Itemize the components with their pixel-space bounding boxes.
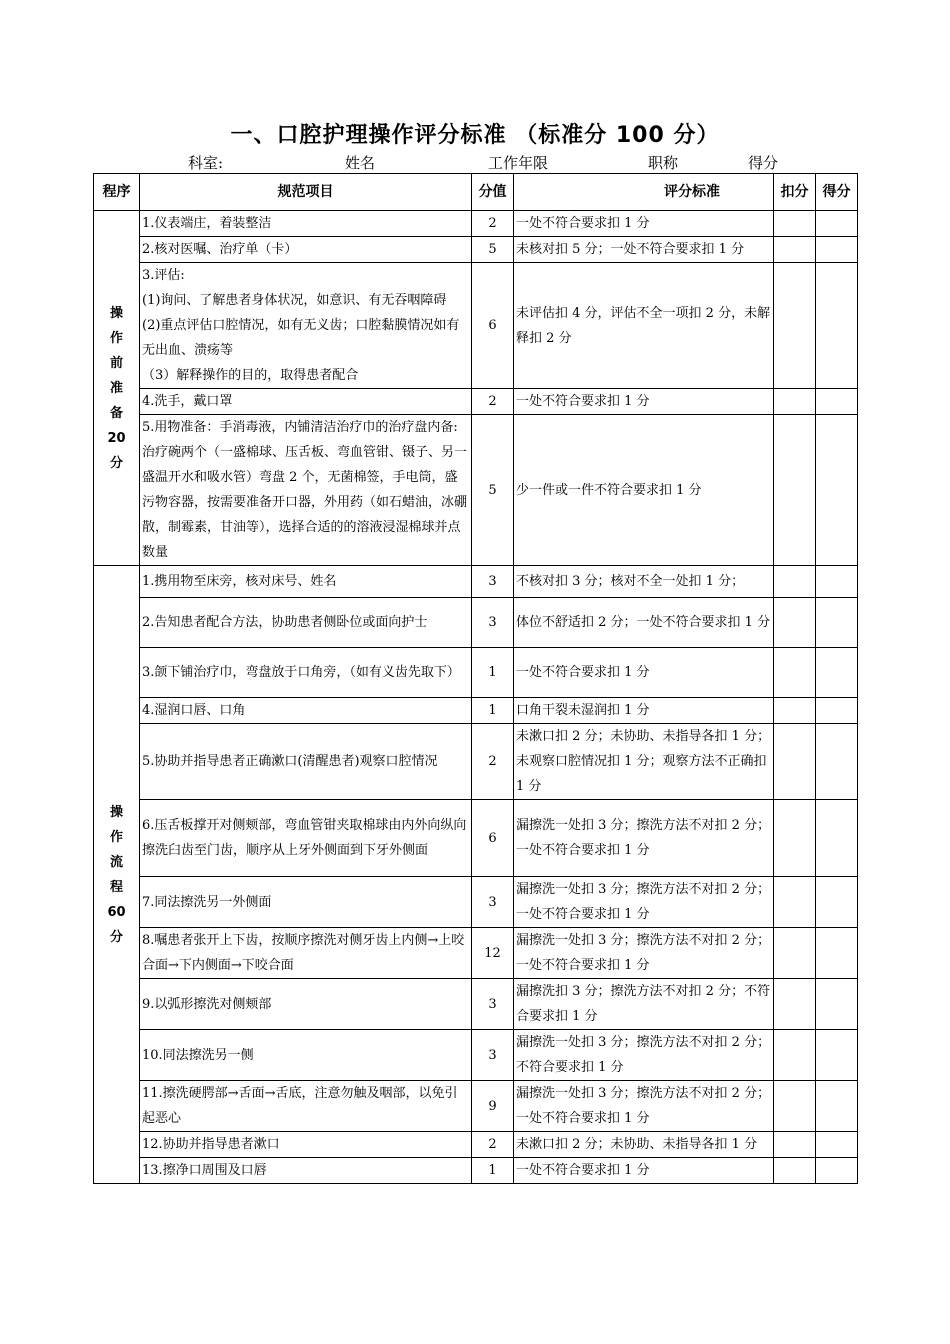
standard-cell [514, 698, 774, 724]
cell-line: 8.嘱患者张开上下齿，按顺序擦洗对侧牙齿上内侧→上咬合面→下内侧面→下咬合面 [142, 933, 465, 973]
obtained-cell[interactable] [816, 979, 858, 1030]
obtained-cell[interactable] [816, 598, 858, 648]
cell-line: 9.以弧形擦洗对侧颊部 [142, 996, 272, 1012]
cell-line: 未漱口扣 2 分；未协助、未指导各扣 1 分 [516, 1137, 758, 1152]
standard-cell [514, 263, 774, 389]
stage-label-char: 操 [109, 804, 123, 820]
header-obtained: 得分 [816, 174, 858, 211]
table-row [94, 877, 858, 928]
table-row [94, 1158, 858, 1184]
cell-line: 7.同法擦洗另一外侧面 [142, 894, 272, 910]
obtained-cell[interactable] [816, 877, 858, 928]
header-deduct: 扣分 [774, 174, 816, 211]
standard-cell [514, 1158, 774, 1184]
table-row [94, 211, 858, 237]
cell-line: 漏擦洗一处扣 3 分；擦洗方法不对扣 2 分；不符合要求扣 1 分 [516, 1035, 771, 1075]
standard-cell [514, 928, 774, 979]
table-row [94, 1132, 858, 1158]
table-row [94, 1081, 858, 1132]
years-label: 工作年限 [488, 154, 549, 172]
item-cell [140, 1158, 472, 1184]
cell-line: 未评估扣 4 分，评估不全一项扣 2 分，未解释扣 2 分 [516, 305, 771, 346]
score-cell: 12 [472, 928, 514, 979]
cell-line: （3）解释操作的目的，取得患者配合 [142, 368, 359, 383]
table-row [94, 1030, 858, 1081]
cell-line: 一处不符合要求扣 1 分 [516, 216, 650, 231]
cell-line: 一处不符合要求扣 1 分 [516, 394, 650, 409]
table-row [94, 698, 858, 724]
score-cell: 5 [472, 415, 514, 566]
item-cell [140, 389, 472, 415]
item-cell [140, 877, 472, 928]
stage-label-char: 前 [109, 355, 123, 371]
cell-line: 5.用物准备：手消毒液，内铺清洁治疗巾的治疗盘内备:治疗碗两个（一盛棉球、压舌板、弯血管钳、镊子、另一盛温开水和吸水管）弯盘 2 个，无菌棉签，手电筒，盛污物容器，按需要准备开口器，外用药（如石蜡油，冰硼散，制霉素，甘油等），选择合适的的溶液浸湿棉球并点数量 [142, 420, 468, 560]
standard-cell [514, 724, 774, 800]
department-label: 科室: [188, 154, 224, 172]
score-cell: 5 [472, 237, 514, 263]
table-row [94, 724, 858, 800]
deduct-cell[interactable] [774, 566, 816, 598]
table-row [94, 800, 858, 877]
table-row [94, 389, 858, 415]
cell-line: 4.湿润口唇、口角 [142, 703, 246, 718]
deduct-cell[interactable] [774, 979, 816, 1030]
cell-line: 2.告知患者配合方法，协助患者侧卧位或面向护士 [142, 615, 428, 630]
table-row [94, 263, 858, 389]
table-body [94, 211, 858, 1184]
standard-cell [514, 566, 774, 598]
deduct-cell[interactable] [774, 1030, 816, 1081]
standard-cell [514, 415, 774, 566]
deduct-cell[interactable] [774, 237, 816, 263]
cell-line: 口角干裂未湿润扣 1 分 [516, 703, 650, 718]
score-cell: 3 [472, 979, 514, 1030]
cell-line: 未漱口扣 2 分；未协助、未指导各扣 1 分；未观察口腔情况扣 1 分；观察方法不正确扣 1 分 [516, 729, 771, 794]
score-cell: 2 [472, 389, 514, 415]
deduct-cell[interactable] [774, 648, 816, 698]
stage-label-char: 分 [109, 929, 123, 945]
cell-line: 2.核对医嘱、治疗单（卡） [142, 242, 298, 257]
cell-line: 6.压舌板撑开对侧颊部，弯血管钳夹取棉球由内外向纵向擦洗臼齿至门齿，顺序从上牙外侧面到下牙外侧面 [142, 818, 467, 858]
cell-line: 13.擦净口周围及口唇 [142, 1163, 267, 1178]
score-cell: 1 [472, 1158, 514, 1184]
item-cell [140, 1081, 472, 1132]
obtained-cell[interactable] [816, 928, 858, 979]
table-row [94, 566, 858, 598]
obtained-cell[interactable] [816, 1030, 858, 1081]
header-procedure: 程序 [94, 174, 140, 211]
score-cell: 2 [472, 724, 514, 800]
stage-label [94, 566, 140, 1184]
item-cell [140, 928, 472, 979]
item-cell [140, 415, 472, 566]
document-title: 一、口腔护理操作评分标准 （标准分 100 分） [230, 123, 720, 148]
cell-line: 少一件或一件不符合要求扣 1 分 [516, 482, 702, 498]
cell-line: 漏擦洗一处扣 3 分；擦洗方法不对扣 2 分；一处不符合要求扣 1 分 [516, 882, 771, 922]
obtained-cell[interactable] [816, 648, 858, 698]
cell-line: 4.洗手，戴口罩 [142, 394, 233, 409]
standard-cell [514, 1132, 774, 1158]
stage-label-char: 作 [109, 829, 123, 845]
standard-cell [514, 211, 774, 237]
standard-cell [514, 877, 774, 928]
item-cell [140, 1132, 472, 1158]
stage-label-char: 准 [109, 380, 123, 396]
cell-line: 一处不符合要求扣 1 分 [516, 665, 650, 680]
header-item: 规范项目 [140, 174, 472, 211]
job-title-label: 职称 [648, 154, 679, 172]
cell-line: 11.擦洗硬腭部→舌面→舌底，注意勿触及咽部，以免引起恶心 [142, 1086, 458, 1126]
cell-line: 5.协助并指导患者正确漱口(清醒患者)观察口腔情况 [142, 754, 438, 769]
stage-label-char: 操 [109, 305, 123, 321]
deduct-cell[interactable] [774, 698, 816, 724]
score-cell: 2 [472, 211, 514, 237]
cell-line: 1.携用物至床旁，核对床号、姓名 [142, 574, 337, 589]
obtained-cell[interactable] [816, 724, 858, 800]
table-row [94, 598, 858, 648]
deduct-cell[interactable] [774, 928, 816, 979]
score-cell: 2 [472, 1132, 514, 1158]
score-cell: 3 [472, 1030, 514, 1081]
standard-cell [514, 1081, 774, 1132]
table-row [94, 979, 858, 1030]
standard-cell [514, 598, 774, 648]
cell-line: (2)重点评估口腔情况，如有无义齿；口腔黏膜情况如有无出血、溃疡等 [142, 318, 460, 358]
stage-label-char: 20 [107, 430, 126, 446]
deduct-cell[interactable] [774, 1158, 816, 1184]
cell-line: 漏擦洗一处扣 3 分；擦洗方法不对扣 2 分；一处不符合要求扣 1 分 [516, 1086, 771, 1126]
cell-line: 漏擦洗一处扣 3 分；擦洗方法不对扣 2 分；一处不符合要求扣 1 分 [516, 818, 771, 858]
obtained-cell[interactable] [816, 237, 858, 263]
cell-line: 10.同法擦洗另一侧 [142, 1047, 254, 1063]
stage-label-char: 程 [109, 879, 123, 895]
standard-cell [514, 237, 774, 263]
name-label: 姓名 [345, 154, 376, 172]
deduct-cell[interactable] [774, 724, 816, 800]
table-row [94, 415, 858, 566]
cell-line: 体位不舒适扣 2 分；一处不符合要求扣 1 分 [516, 615, 771, 630]
stage-label-char: 流 [109, 854, 123, 870]
obtained-cell[interactable] [816, 263, 858, 389]
obtained-cell[interactable] [816, 389, 858, 415]
obtained-cell[interactable] [816, 566, 858, 598]
obtained-cell[interactable] [816, 211, 858, 237]
header-standard: 评分标准 [514, 174, 774, 211]
cell-line: 一处不符合要求扣 1 分 [516, 1163, 650, 1178]
standard-cell [514, 1030, 774, 1081]
deduct-cell[interactable] [774, 1132, 816, 1158]
cell-line: 12.协助并指导患者漱口 [142, 1137, 280, 1152]
score-cell: 1 [472, 648, 514, 698]
obtained-cell[interactable] [816, 698, 858, 724]
item-cell [140, 800, 472, 877]
item-cell [140, 979, 472, 1030]
deduct-cell[interactable] [774, 415, 816, 566]
score-label: 得分 [748, 154, 779, 172]
stage-label [94, 211, 140, 566]
standard-cell [514, 389, 774, 415]
item-cell [140, 1030, 472, 1081]
cell-line: 未核对扣 5 分；一处不符合要求扣 1 分 [516, 242, 745, 257]
score-cell: 9 [472, 1081, 514, 1132]
table-row [94, 648, 858, 698]
table-header-row [94, 174, 858, 211]
score-cell: 3 [472, 877, 514, 928]
score-cell: 3 [472, 598, 514, 648]
score-cell: 3 [472, 566, 514, 598]
scoring-table [93, 173, 858, 1184]
cell-line: 1.仪表端庄，着装整洁 [142, 216, 272, 231]
item-cell [140, 598, 472, 648]
table-row [94, 928, 858, 979]
score-cell: 6 [472, 800, 514, 877]
stage-label-char: 60 [107, 904, 126, 920]
score-cell: 6 [472, 263, 514, 389]
deduct-cell[interactable] [774, 263, 816, 389]
stage-label-char: 分 [109, 455, 123, 471]
deduct-cell[interactable] [774, 211, 816, 237]
deduct-cell[interactable] [774, 1081, 816, 1132]
obtained-cell[interactable] [816, 1081, 858, 1132]
deduct-cell[interactable] [774, 877, 816, 928]
deduct-cell[interactable] [774, 800, 816, 877]
obtained-cell[interactable] [816, 800, 858, 877]
cell-line: 漏擦洗一处扣 3 分；擦洗方法不对扣 2 分；一处不符合要求扣 1 分 [516, 933, 771, 973]
obtained-cell[interactable] [816, 1132, 858, 1158]
deduct-cell[interactable] [774, 389, 816, 415]
cell-line: 漏擦洗扣 3 分；擦洗方法不对扣 2 分；不符合要求扣 1 分 [516, 984, 771, 1024]
obtained-cell[interactable] [816, 1158, 858, 1184]
header-score: 分值 [472, 174, 514, 211]
item-cell [140, 648, 472, 698]
item-cell [140, 237, 472, 263]
stage-label-char: 作 [109, 330, 123, 346]
deduct-cell[interactable] [774, 598, 816, 648]
table-row [94, 237, 858, 263]
item-cell [140, 263, 472, 389]
obtained-cell[interactable] [816, 415, 858, 566]
cell-line: 3.评估: [142, 268, 185, 283]
standard-cell [514, 800, 774, 877]
score-cell: 1 [472, 698, 514, 724]
item-cell [140, 724, 472, 800]
item-cell [140, 211, 472, 237]
cell-line: (1)询问、了解患者身体状况，如意识、有无吞咽障碍 [142, 293, 447, 308]
cell-line: 3.颌下铺治疗巾，弯盘放于口角旁，（如有义齿先取下） [142, 665, 460, 680]
standard-cell [514, 979, 774, 1030]
item-cell [140, 566, 472, 598]
item-cell [140, 698, 472, 724]
cell-line: 不核对扣 3 分；核对不全一处扣 1 分； [516, 574, 745, 589]
standard-cell [514, 648, 774, 698]
stage-label-char: 备 [109, 405, 123, 421]
